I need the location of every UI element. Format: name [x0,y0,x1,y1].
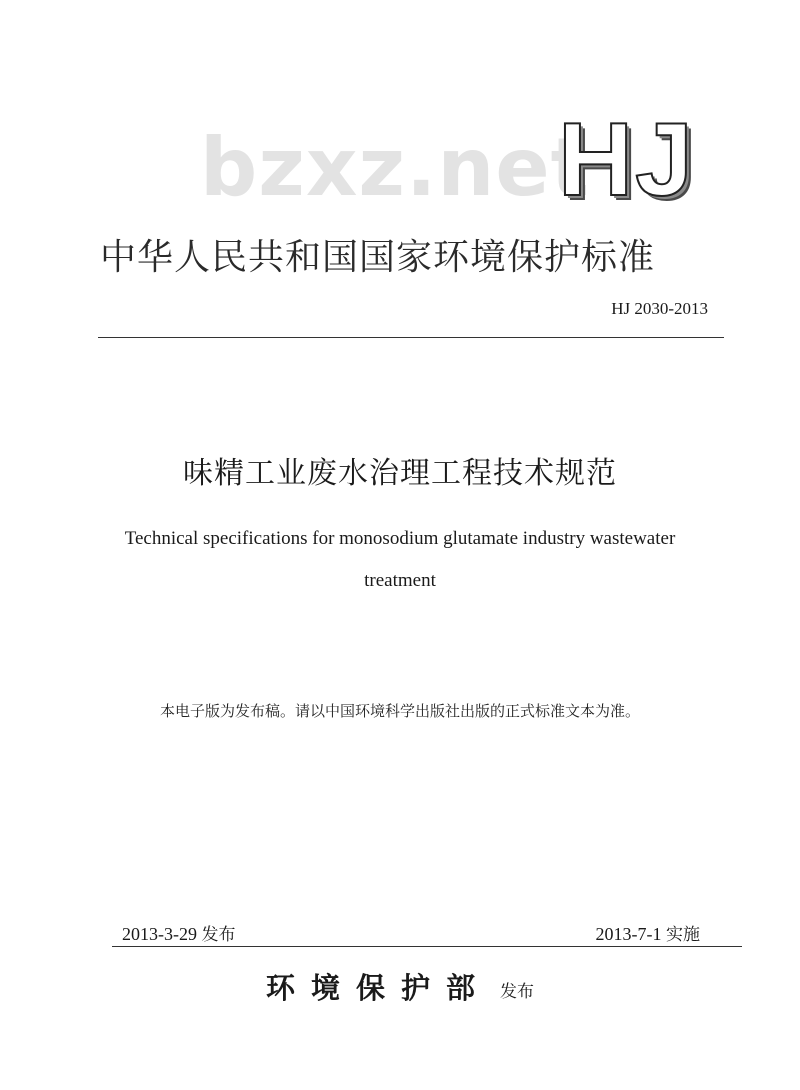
document-title-english-line2: treatment [364,570,436,591]
issue-date [122,921,236,948]
top-divider [98,337,724,338]
document-title-chinese: 味精工业废水治理工程技术规范 [183,456,617,491]
publish-label: 发布 [500,982,534,1002]
national-standard-title: 中华人民共和国国家环境保护标准 [100,237,656,278]
issue-label: 发布 [201,925,236,945]
document-title-english-line1: Technical specifications for monosodium glutamate industry wastewater [124,528,676,549]
hj-logo: HJ [558,102,695,218]
bottom-divider [112,946,742,947]
issue-date-value: 2013-3-29 [122,924,197,944]
implementation-date-value: 2013-7-1 [595,924,662,944]
watermark: bzxz.net [200,121,590,214]
implementation-label: 实施 [666,925,700,945]
electronic-version-notice: 本电子版为发布稿。请以中国环境科学出版社出版的正式标准文本为准。 [159,702,640,720]
implementation-date [596,921,701,948]
publisher-name: 环境保护部 [266,971,492,1005]
standard-number: HJ 2030-2013 [611,299,708,318]
